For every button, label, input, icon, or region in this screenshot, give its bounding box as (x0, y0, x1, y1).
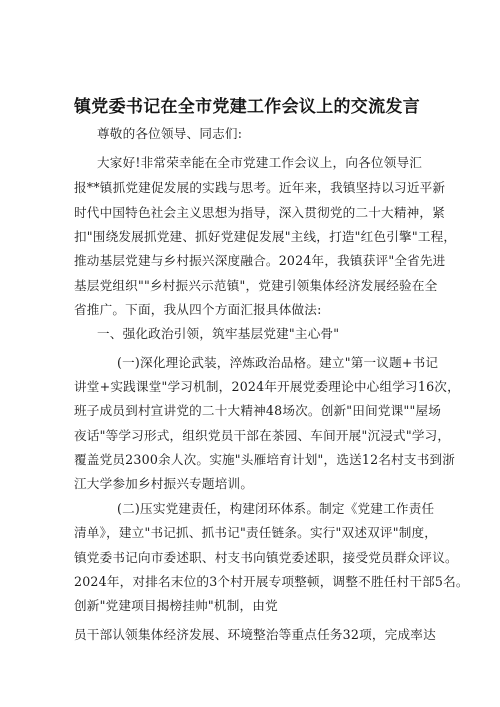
paragraph-line: 讲堂+实践课堂"学习机制，2024年开展党委理论中心组学习16次， (74, 379, 460, 394)
paragraph-line: 班子成员到村宣讲党的二十大精神48场次。创新"田间党课""屋场 (74, 403, 442, 418)
paragraph-line: 推动基层党建与乡村振兴深度融合。2024年，我镇获评"全省先进 (74, 253, 446, 268)
paragraph-line: 员干部认领集体经济发展、环境整治等重点任务32项，完成率达 (74, 627, 436, 642)
paragraph-line: 报**镇抓党建促发展的实践与思考。近年来，我镇坚持以习近平新 (74, 180, 446, 195)
paragraph-line: (二)压实党建责任，构建闭环体系。制定《党建工作责任 (117, 501, 435, 516)
paragraph-line: 扣"围绕发展抓党建、抓好党建促发展"主线，打造"红色引擎"工程， (74, 229, 457, 244)
paragraph-line: 镇党委书记向市委述职、村支书向镇党委述职，接受党员群众评议。 (74, 550, 458, 565)
paragraph-line: 覆盖党员2300余人次。实施"头雁培育计划"，选送12名村支书到浙 (74, 452, 456, 467)
paragraph-line: 大家好!非常荣幸能在全市党建工作会议上，向各位领导汇 (97, 155, 423, 170)
paragraph-line: 基层党组织""乡村振兴示范镇"，党建引领集体经济发展经验在全 (74, 278, 438, 293)
paragraph-line: 清单》，建立"书记抓、抓书记"责任链条。实行"双述双评"制度， (74, 525, 438, 540)
paragraph-line: 创新"党建项目揭榜挂帅"机制，由党 (74, 598, 278, 613)
paragraph-line: 江大学参加乡村振兴专题培训。 (74, 476, 254, 491)
paragraph-line: (一)深化理论武装，淬炼政治品格。建立"第一议题+书记 (117, 355, 439, 370)
salutation: 尊敬的各位领导、同志们: (97, 126, 243, 141)
paragraph-line: 2024年，对排名末位的3个村开展专项整顿，调整不胜任村干部5名。 (74, 574, 469, 589)
paragraph-line: 时代中国特色社会主义思想为指导，深入贯彻党的二十大精神，紧 (74, 205, 446, 220)
section-heading: 一、强化政治引领，筑牢基层党建"主心骨" (97, 326, 340, 341)
paragraph-line: 省推广。下面，我从四个方面汇报具体做法: (74, 302, 322, 317)
paragraph-line: 夜话"等学习形式，组织党员干部在茶园、车间开展"沉浸式"学习， (74, 428, 451, 443)
document-title: 镇党委书记在全市党建工作会议上的交流发言 (74, 97, 420, 117)
